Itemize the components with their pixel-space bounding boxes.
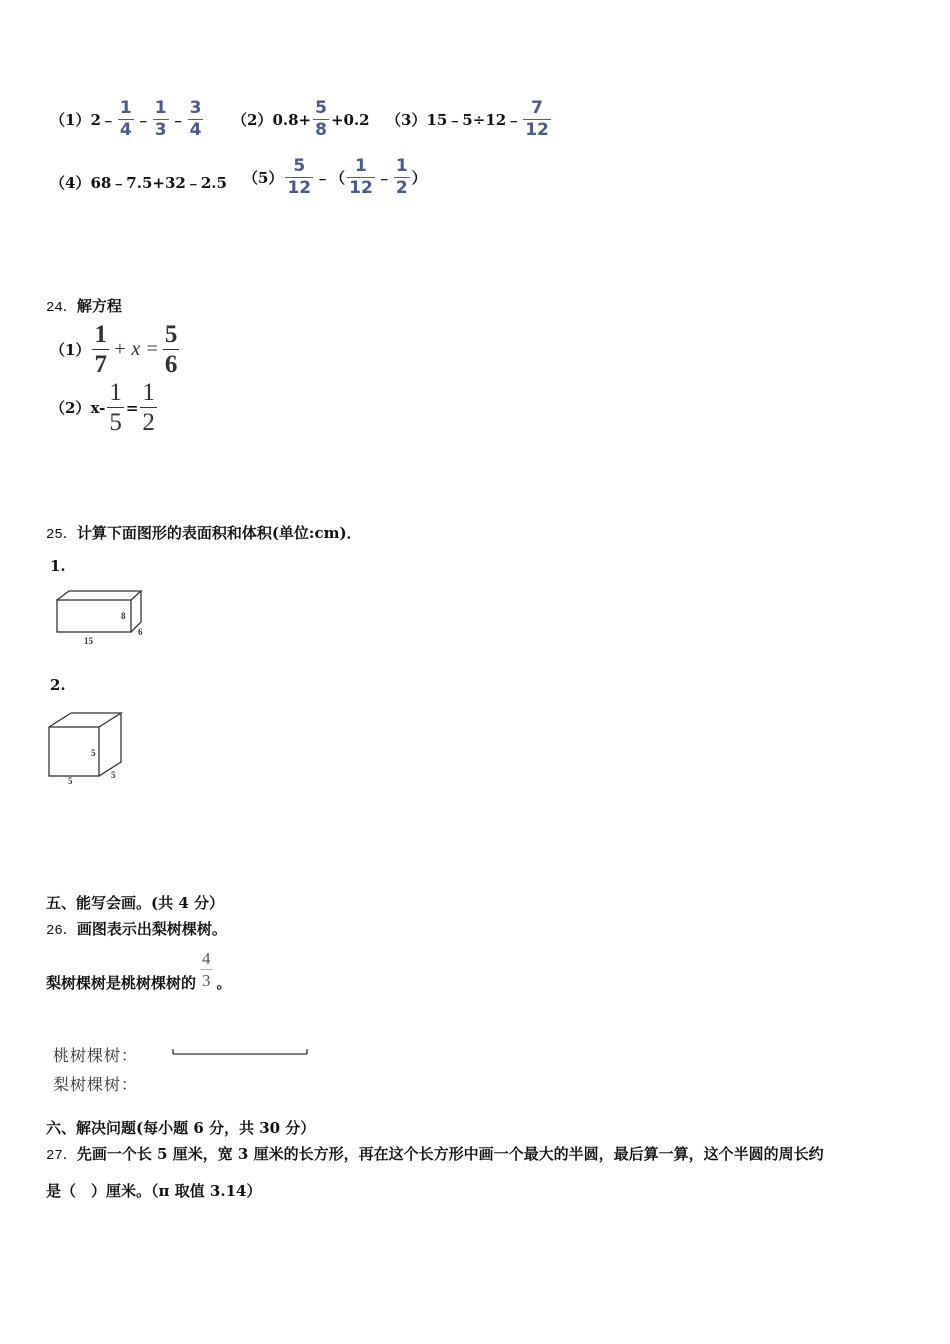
question-number: 25． bbox=[46, 527, 77, 543]
numerator: 1 bbox=[119, 98, 132, 118]
equation-2-mid: = bbox=[125, 398, 139, 417]
expr-1 bbox=[50, 100, 205, 139]
equation-1-label: （1） bbox=[50, 341, 91, 359]
peach-tree-segment bbox=[170, 1048, 312, 1058]
expr-5-label: （5） bbox=[243, 169, 284, 187]
denominator: 7 bbox=[94, 351, 107, 378]
cube-top-face bbox=[49, 713, 121, 727]
denominator: 6 bbox=[164, 351, 178, 378]
denominator: 4 bbox=[189, 120, 202, 140]
fraction bbox=[394, 158, 410, 197]
numerator: 5 bbox=[164, 321, 178, 348]
fraction bbox=[107, 380, 124, 435]
cuboid-length-label: 15 bbox=[84, 636, 93, 646]
equation-1 bbox=[50, 322, 181, 377]
denominator: 3 bbox=[154, 120, 167, 140]
figure-1-label: 1. bbox=[50, 557, 66, 575]
expr-4-label: （4） bbox=[50, 174, 91, 192]
question-27-line-2: 是（ ）厘米。（π 取值 3.14） bbox=[46, 1182, 262, 1200]
fraction bbox=[153, 100, 169, 139]
operator: ﹣ bbox=[376, 169, 392, 187]
fraction bbox=[285, 158, 313, 197]
expr-2-lead: 0.8+ bbox=[272, 110, 312, 129]
question-24-heading bbox=[46, 295, 122, 316]
fraction bbox=[163, 322, 180, 377]
numerator: 5 bbox=[315, 98, 327, 118]
close-paren: ） bbox=[411, 169, 427, 187]
numerator: 1 bbox=[395, 156, 408, 176]
numerator: 1 bbox=[355, 156, 367, 176]
expr-3-lead: 15﹣5÷12﹣ bbox=[426, 111, 522, 129]
sentence-post: 。 bbox=[216, 974, 232, 992]
fraction bbox=[313, 100, 329, 139]
pear-tree-row-label: 梨树棵树： bbox=[53, 1075, 139, 1094]
fraction bbox=[140, 380, 157, 435]
question-title: 画图表示出梨树棵树。 bbox=[76, 920, 227, 938]
question-27-line-1 bbox=[46, 1143, 824, 1164]
expr-2-label: （2） bbox=[232, 111, 273, 129]
denominator: 12 bbox=[525, 120, 549, 140]
fraction bbox=[188, 100, 204, 139]
numerator: 7 bbox=[531, 98, 543, 118]
cuboid-figure bbox=[50, 585, 160, 650]
fraction bbox=[347, 158, 375, 197]
equation-2-label: （2） bbox=[50, 399, 91, 417]
denominator: 12 bbox=[349, 178, 373, 198]
numerator: 1 bbox=[94, 321, 107, 348]
question-title: 解方程 bbox=[76, 297, 122, 315]
equation-1-mid: + x = bbox=[112, 338, 159, 360]
question-number: 27． bbox=[46, 1148, 77, 1164]
expr-1-label: （1） bbox=[50, 111, 91, 129]
numerator: 1 bbox=[154, 98, 167, 118]
fraction bbox=[523, 100, 551, 139]
cube-front-edge-label: 5 bbox=[91, 748, 96, 758]
denominator: 2 bbox=[142, 409, 155, 436]
numerator: 5 bbox=[293, 156, 306, 176]
equation-2-lead: x- bbox=[90, 398, 106, 417]
expr-4 bbox=[50, 172, 227, 193]
numerator: 4 bbox=[202, 949, 211, 968]
cuboid-width-label: 6 bbox=[138, 627, 143, 637]
cuboid-height-label: 8 bbox=[121, 611, 126, 621]
denominator: 3 bbox=[202, 971, 211, 990]
expr-2-tail: +0.2 bbox=[330, 110, 370, 129]
operator: ﹣ bbox=[135, 111, 151, 129]
cuboid-top-face bbox=[57, 591, 141, 600]
denominator: 5 bbox=[109, 409, 122, 436]
equation-2 bbox=[50, 380, 159, 435]
question-25-heading bbox=[46, 522, 362, 543]
cube-side-face bbox=[99, 713, 121, 776]
expr-2 bbox=[232, 100, 370, 139]
expr-1-lead: 2﹣ bbox=[90, 111, 116, 129]
denominator: 2 bbox=[395, 178, 408, 198]
expr-3-label: （3） bbox=[386, 111, 427, 129]
operator: ﹣（ bbox=[315, 169, 346, 187]
expr-5 bbox=[243, 158, 427, 197]
numerator: 1 bbox=[109, 379, 122, 406]
question-number: 24． bbox=[46, 300, 77, 316]
denominator: 12 bbox=[287, 178, 312, 198]
fraction bbox=[118, 100, 134, 139]
section-6-title: 六、解决问题(每小题 6 分，共 30 分） bbox=[46, 1119, 316, 1137]
denominator: 4 bbox=[119, 120, 132, 140]
figure-2-label: 2. bbox=[50, 676, 66, 694]
fraction bbox=[200, 950, 213, 989]
expr-3 bbox=[386, 100, 553, 139]
cube-bottom-edge-label: 5 bbox=[68, 776, 73, 786]
sentence-pre: 梨树棵树是桃树棵树的 bbox=[46, 974, 197, 992]
question-number: 26． bbox=[46, 923, 77, 939]
denominator: 8 bbox=[315, 120, 327, 140]
cube-figure bbox=[44, 710, 134, 790]
cube-side-edge-label: 5 bbox=[111, 770, 116, 780]
numerator: 3 bbox=[189, 98, 202, 118]
peach-tree-row-label: 桃树棵树： bbox=[53, 1046, 139, 1065]
question-26-sentence bbox=[46, 949, 232, 992]
cuboid-front-face bbox=[57, 600, 131, 632]
section-5-title: 五、能写会画。(共 4 分） bbox=[46, 894, 224, 912]
question-text: 先画一个长 5 厘米，宽 3 厘米的长方形，再在这个长方形中画一个最大的半圆，最后算一算，这个半圆的周长约 bbox=[76, 1145, 824, 1163]
cuboid-side-face bbox=[131, 591, 141, 632]
expr-4-text: 68﹣7.5+32﹣2.5 bbox=[90, 174, 227, 192]
question-26-heading bbox=[46, 918, 227, 939]
question-title: 计算下面图形的表面积和体积(单位:cm)． bbox=[76, 524, 362, 542]
fraction bbox=[92, 322, 109, 377]
numerator: 1 bbox=[142, 379, 155, 406]
operator: ﹣ bbox=[170, 111, 186, 129]
